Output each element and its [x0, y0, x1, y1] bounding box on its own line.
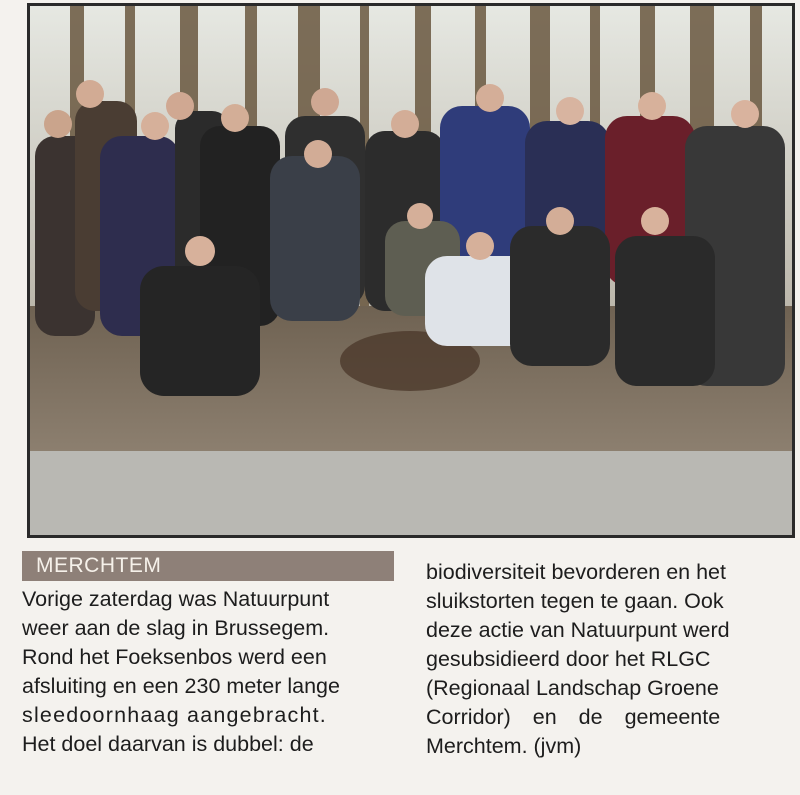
road	[30, 451, 792, 535]
group-photo-illustration	[30, 6, 792, 535]
article-line: afsluiting en een 230 meter lange	[22, 674, 340, 698]
article-column-right	[426, 558, 798, 761]
article-line: weer aan de slag in Brussegem.	[22, 616, 330, 640]
article-line: gesubsidieerd door het RLGC	[426, 647, 711, 671]
article-line: sluikstorten tegen te gaan. Ook	[426, 589, 724, 613]
article-line: Vorige zaterdag was Natuurpunt	[22, 587, 330, 611]
article-line: Rond het Foeksenbos werd een	[22, 645, 327, 669]
article-line: Corridor) en de gemeente	[426, 705, 721, 729]
article-line: biodiversiteit bevorderen en het	[426, 560, 726, 584]
article-line: sleedoornhaag aangebracht.	[22, 703, 327, 727]
article-column-left	[22, 585, 396, 759]
article-line: Het doel daarvan is dubbel: de	[22, 732, 314, 756]
section-heading: MERCHTEM	[22, 551, 394, 581]
article-line: Merchtem. (jvm)	[426, 734, 582, 758]
article-line: (Regionaal Landschap Groene	[426, 676, 719, 700]
article-line: deze actie van Natuurpunt werd	[426, 618, 730, 642]
news-photo	[27, 3, 795, 538]
